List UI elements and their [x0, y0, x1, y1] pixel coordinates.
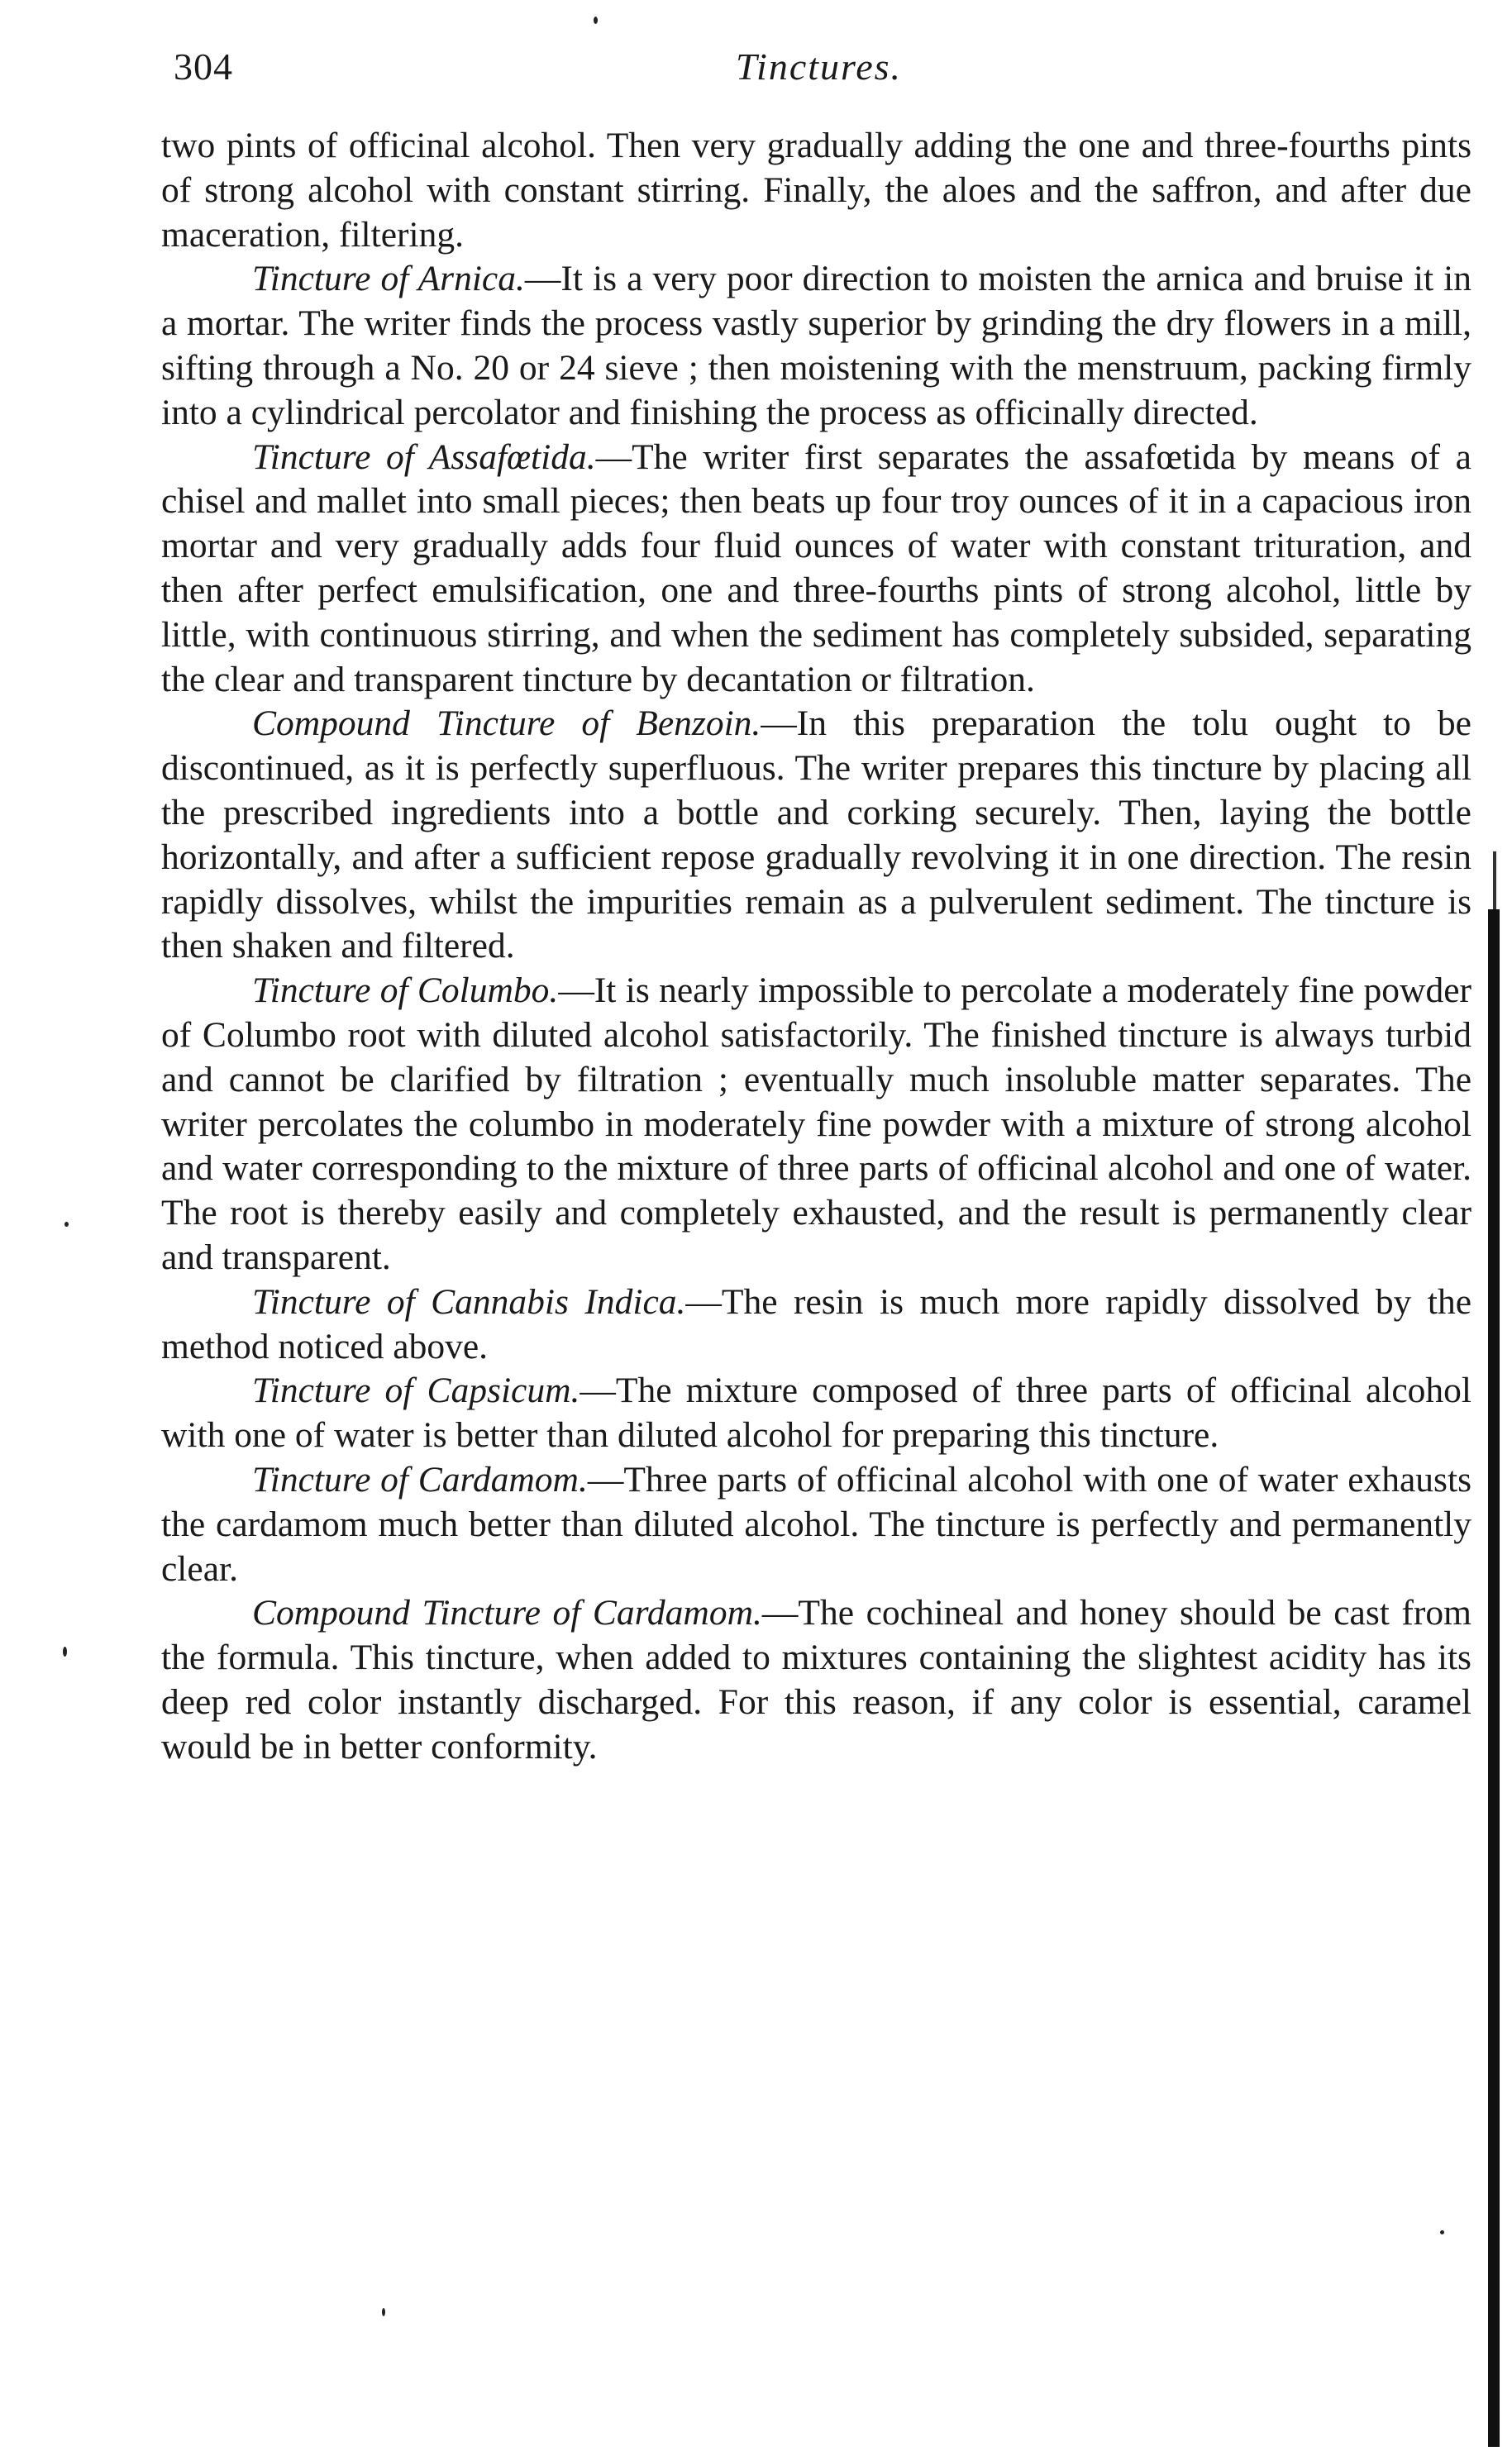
entry-text: —In this preparation the tolu ought to be discontinued, as it is perfectly superfluous. The writer prepares this tincture by placing all the prescribed ingredients into a bottle and corking securely. Then, laying the bottle horizontally, and after a sufficient repose gradually revolving it in one direction. The resin rapidly dissolves, whilst the impurities remain as a pulverulent sediment. The tincture is then shaken and filtered.: [161, 703, 1471, 966]
page-number: 304: [174, 45, 233, 88]
entry-heading: Compound Tincture of Cardamom.: [252, 1593, 762, 1633]
entry-text: —It is a very poor direction to moisten the arnica and bruise it in a mortar. The writer finds the process vastly superior by grinding the dry flowers in a mill, sifting through a No. 20 or 24 sieve ; then moistening with the menstruum, packing firmly into a cylindrical percolator and finishing the process as officinally directed.: [161, 259, 1471, 432]
entry-assafoetida: [161, 436, 1471, 703]
entry-heading: Tincture of Cannabis Indica.: [252, 1281, 686, 1322]
entry-heading: Tincture of Capsicum.: [252, 1371, 580, 1411]
entry-cardamom: [161, 1458, 1471, 1591]
entry-text: —The cochineal and honey should be cast from the formula. This tincture, when added to mixtures containing the slightest acidity has its deep red color instantly discharged. For this reason, if any color is essential, caramel would be in better conformity.: [161, 1593, 1471, 1767]
entry-heading: Tincture of Assafœtida.: [252, 436, 596, 477]
entry-text: —The mixture composed of three parts of officinal alcohol with one of water is better than diluted alcohol for preparing this tincture.: [161, 1371, 1472, 1456]
entry-text: —Three parts of officinal alcohol with one of water exhausts the cardamom much better than diluted alcohol. The tincture is perfectly and permanently clear.: [161, 1459, 1471, 1589]
page-header: [174, 45, 1463, 103]
entry-benzoin: [161, 702, 1471, 969]
running-head: Tinctures.: [736, 45, 903, 88]
entry-text: —The resin is much more rapidly dissolved by the method noticed above.: [161, 1281, 1472, 1366]
scan-speck: [1440, 2230, 1444, 2234]
entry-heading: Compound Tincture of Benzoin.: [252, 703, 761, 744]
entry-text: —The writer first separates the assafœtida by means of a chisel and mallet into small pieces; then beats up four troy ounces of it in a capacious iron mortar and very gradually adds four fluid ounces of water with constant trituration, and then after perfect emulsification, one and three-fourths pints of strong alcohol, little by little, with continuous stirring, and when the sediment has completely subsided, separating the clear and transparent tincture by decantation or filtration.: [161, 436, 1471, 699]
scan-speck: [63, 1647, 67, 1657]
entry-cannabis-indica: [161, 1280, 1471, 1370]
entry-heading: Tincture of Arnica.: [252, 259, 525, 299]
entry-text: —It is nearly impossible to percolate a moderately fine powder of Columbo root with diluted alcohol satisfactorily. The finished tincture is always turbid and cannot be clarified by filtration ; eventually much insoluble matter separates. The writer percolates the columbo in moderately fine powder with a mixture of strong alcohol and water corresponding to the mixture of three parts of officinal alcohol and one of water. The root is thereby easily and completely exhausted, and the result is permanently clear and transparent.: [161, 970, 1471, 1277]
page-edge-shadow: [1488, 909, 1500, 2447]
body-text: [161, 124, 1471, 1769]
entry-heading: Tincture of Columbo.: [252, 970, 559, 1011]
scan-speck: [594, 17, 598, 24]
entry-capsicum: [161, 1369, 1471, 1458]
entry-compound-cardamom: [161, 1591, 1471, 1769]
entry-arnica: [161, 257, 1471, 435]
scan-speck: [64, 1222, 69, 1227]
entry-heading: Tincture of Cardamom.: [252, 1459, 588, 1500]
scan-speck: [382, 2308, 385, 2316]
entry-columbo: [161, 969, 1471, 1280]
opening-paragraph: two pints of officinal alcohol. Then very gradually adding the one and three-fourths pints of strong alcohol with constant stirring. Finally, the aloes and the saffron, and after due maceration, filtering.: [161, 126, 1471, 255]
